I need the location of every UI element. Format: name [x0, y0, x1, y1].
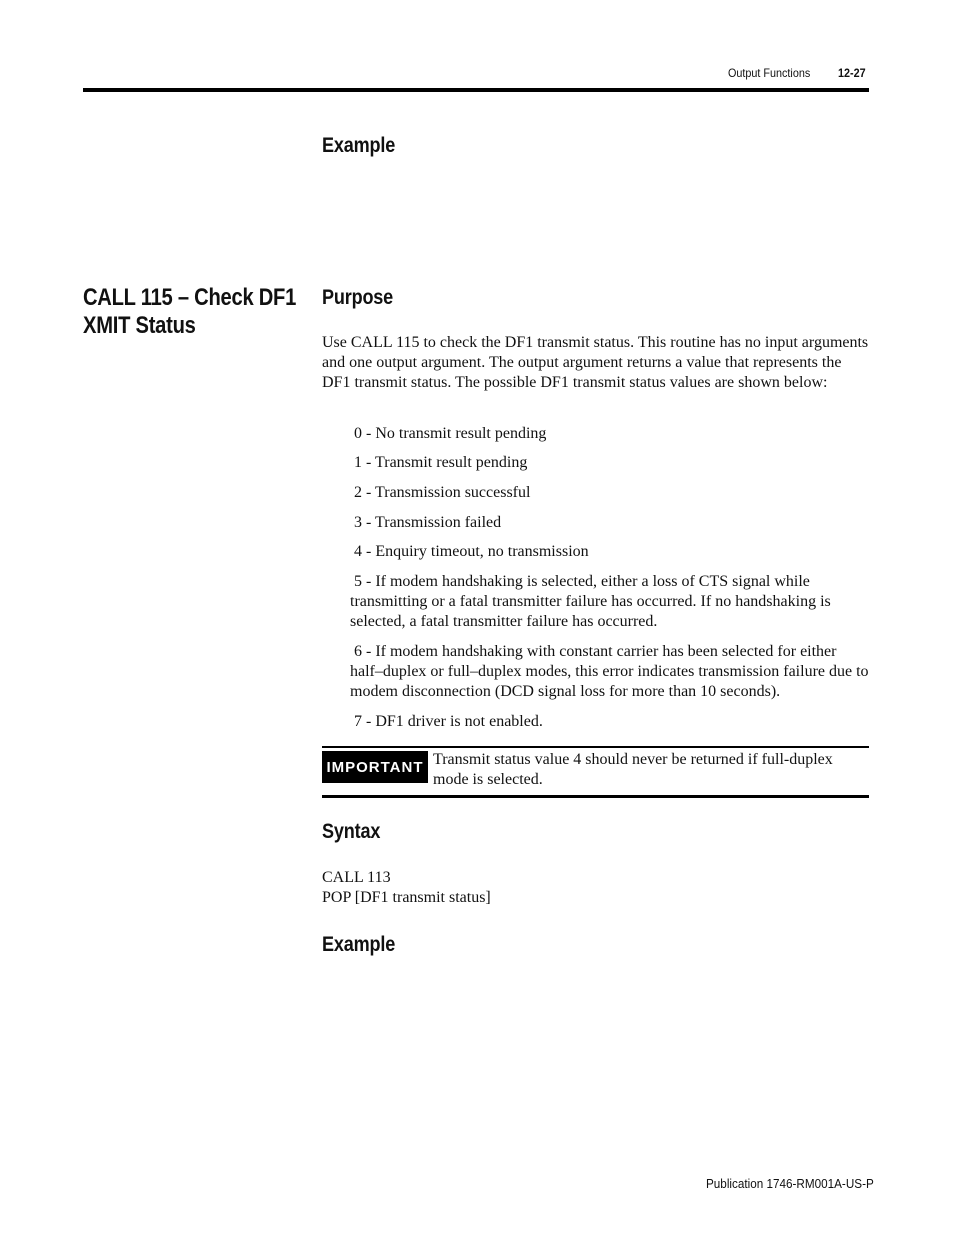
status-item-0: 0 - No transmit result pending: [354, 425, 547, 442]
syntax-line-2: POP [DF1 transmit status]: [322, 889, 491, 906]
status-item-7: 7 - DF1 driver is not enabled.: [354, 713, 543, 730]
publication-footer: Publication 1746-RM001A-US-P: [706, 1176, 874, 1191]
example-heading-top: Example: [322, 134, 396, 157]
status-item-2: 2 - Transmission successful: [354, 484, 531, 501]
syntax-heading: Syntax: [322, 820, 381, 843]
status-item-5: 5 - If modem handshaking is selected, either a loss of CTS signal while transmitting or a fatal transmitter failure has occurred. If no handshaking is selected, a fatal transmitter failure has occurred.: [350, 573, 831, 630]
section-title-line1: CALL 115 – Check DF1: [83, 284, 297, 311]
example-heading-bottom: Example: [322, 933, 396, 956]
status-item-6: 6 - If modem handshaking with constant carrier has been selected for either half–duplex or full–duplex modes, this error indicates transmission failure due to modem disconnection (DCD signal loss for more than 10 seconds).: [350, 643, 869, 700]
status-item-1: 1 - Transmit result pending: [354, 454, 528, 471]
header-rule: [83, 88, 869, 92]
section-title-line2: XMIT Status: [83, 312, 196, 339]
status-item-3: 3 - Transmission failed: [354, 514, 502, 531]
running-header-section: Output Functions: [728, 66, 811, 80]
important-text: Transmit status value 4 should never be returned if full-duplex mode is selected.: [433, 751, 833, 788]
syntax-line-1: CALL 113: [322, 869, 391, 886]
page-number: 12-27: [838, 66, 866, 80]
important-top-rule: [322, 746, 869, 748]
purpose-heading: Purpose: [322, 286, 394, 309]
purpose-paragraph: Use CALL 115 to check the DF1 transmit status. This routine has no input arguments and one output argument. The output argument returns a value that represents the DF1 transmit status. The possible DF1 transmit status values are shown below:: [322, 334, 869, 391]
important-bottom-rule: [322, 795, 869, 798]
status-item-4: 4 - Enquiry timeout, no transmission: [354, 543, 589, 560]
important-badge: IMPORTANT: [322, 751, 428, 783]
section-title: [83, 284, 301, 340]
